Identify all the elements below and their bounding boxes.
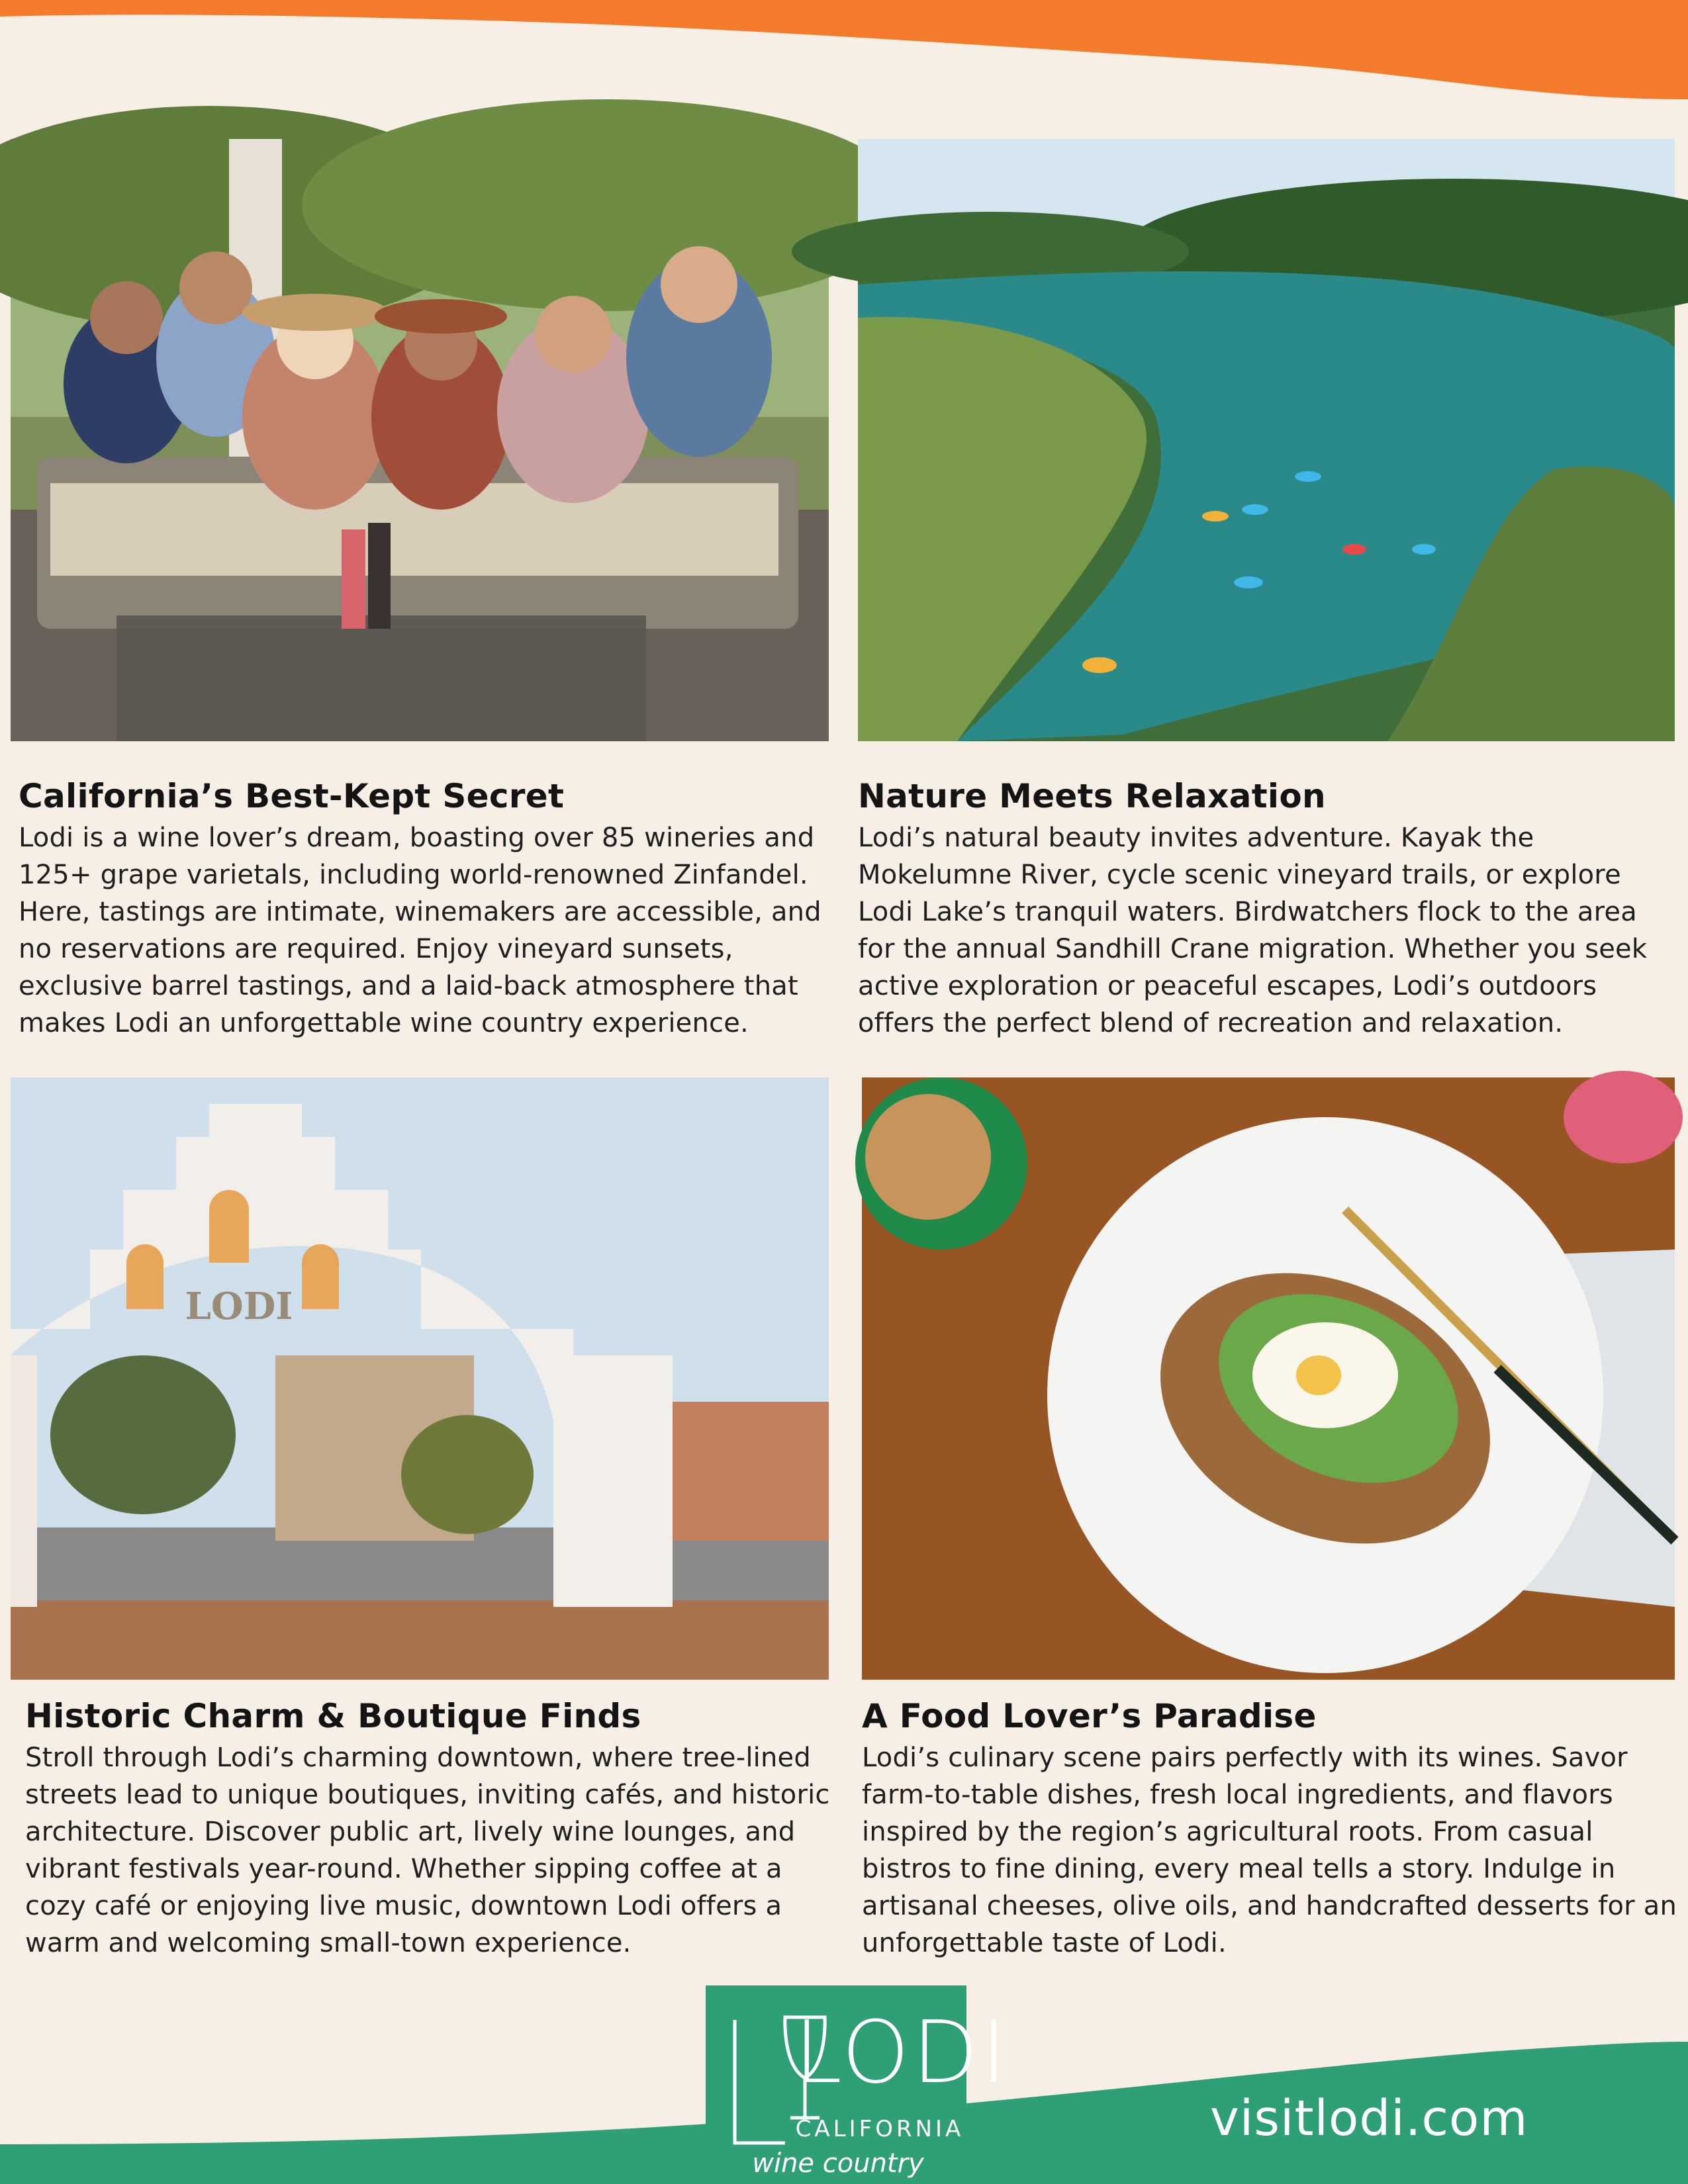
logo-region-text: CALIFORNIA — [795, 2116, 964, 2142]
top-orange-wave — [0, 0, 1688, 113]
lodi-arch-downtown-photo — [11, 1077, 829, 1680]
section-food-lovers-paradise — [862, 1696, 1679, 1962]
section-title: Nature Meets Relaxation — [858, 777, 1326, 815]
lodi-wine-country-logo — [706, 1985, 1009, 2184]
logo-tagline-text: wine country — [752, 2148, 924, 2179]
section-best-kept-secret — [19, 776, 833, 1042]
section-body: Lodi’s culinary scene pairs perfectly with its wines. Savor farm-to-table dishes, fresh local ingredients, and flavors inspired by the region’s agricultural roots. From casual bistros to fine dining, every meal tells a story. Indulge in artisanal cheeses, olive oils, and handcrafted desserts for an unforgettable taste of Lodi. — [862, 1743, 1677, 1958]
section-title: A Food Lover’s Paradise — [862, 1697, 1317, 1735]
section-title: California’s Best-Kept Secret — [19, 777, 565, 815]
section-title: Historic Charm & Boutique Finds — [25, 1697, 641, 1735]
logo-name-text: LODI — [794, 2002, 1009, 2103]
friends-wine-tasting-photo — [11, 139, 829, 741]
website-link[interactable]: visitlodi.com — [1210, 2090, 1528, 2147]
section-historic-charm — [25, 1696, 839, 1962]
section-body: Stroll through Lodi’s charming downtown, where tree-lined streets lead to unique boutiques, inviting cafés, and historic architecture. Discover public art, lively wine lounges, and vibrant festivals year-round. Whether sipping coffee at a cozy café or enjoying live music, downtown Lodi offers a warm and welcoming small-town experience. — [25, 1743, 830, 1958]
section-body: Lodi’s natural beauty invites adventure. Kayak the Mokelumne River, cycle scenic vineyard trails, or explore Lodi Lake’s tranquil waters. Birdwatchers flock to the area for the annual Sandhill Crane migration. Whether you seek active exploration or peaceful escapes, Lodi’s outdoors offers the perfect blend of recreation and relaxation. — [858, 823, 1648, 1038]
kayaks-river-photo — [858, 139, 1675, 741]
avocado-toast-plate-photo — [862, 1077, 1675, 1680]
arch-sign-text: LODI — [185, 1285, 293, 1328]
section-body: Lodi is a wine lover’s dream, boasting over 85 wineries and 125+ grape varietals, including world-renowned Zinfandel. Here, tastings are intimate, winemakers are accessible, and no reservations are required. Enjoy vineyard sunsets, exclusive barrel tastings, and a laid-back atmosphere that makes Lodi an unforgettable wine country experience. — [19, 823, 821, 1038]
section-nature-relaxation — [858, 776, 1675, 1042]
